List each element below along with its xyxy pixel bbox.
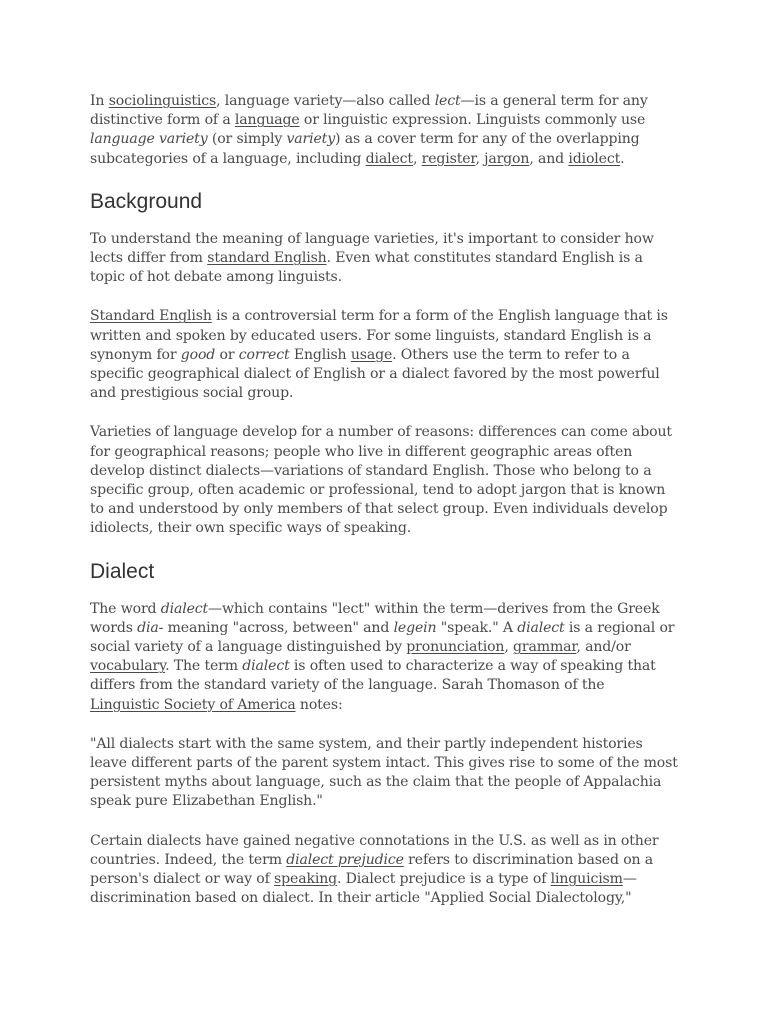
body-text: —discrimination based on dialect. In their article "Applied Social Dialectology," xyxy=(90,871,637,907)
body-text: is often used to characterize a way of speaking that differs from the standard variety of the language. Sarah Thomason of the xyxy=(90,658,656,694)
background-paragraph-1 xyxy=(90,230,678,288)
term-dialect-2: dialect xyxy=(517,619,565,636)
body-text: refers to discrimination based on a person's dialect or way of xyxy=(90,851,654,888)
article-body xyxy=(90,92,678,929)
term-good: good xyxy=(180,346,216,363)
intro-text: . xyxy=(620,150,625,167)
link-dialect-prejudice[interactable] xyxy=(286,852,404,868)
link-dialect[interactable]: dialect xyxy=(365,150,413,167)
link-linguicism[interactable]: linguicism xyxy=(550,871,623,888)
link-speaking[interactable]: speaking xyxy=(274,871,337,888)
link-linguistic-society-of-america[interactable]: Linguistic Society of America xyxy=(90,696,296,713)
link-grammar[interactable]: grammar xyxy=(513,639,577,656)
term-dia: dia- xyxy=(137,619,164,636)
intro-text: ) as a cover term for any of the overlapping subcategories of a language, including xyxy=(90,131,640,167)
intro-text: , xyxy=(475,150,485,167)
link-standard-english[interactable]: standard English xyxy=(207,250,327,267)
body-text: . The term xyxy=(165,658,243,675)
link-idiolect[interactable]: idiolect xyxy=(568,150,621,167)
dialect-paragraph-1 xyxy=(90,600,678,715)
link-jargon[interactable]: jargon xyxy=(484,150,530,167)
link-vocabulary[interactable]: vocabulary xyxy=(90,658,166,675)
body-text: The word xyxy=(90,600,161,617)
body-text: English xyxy=(289,346,351,363)
body-text: "speak." A xyxy=(436,619,518,636)
term-correct: correct xyxy=(238,346,290,363)
term-dialect-3: dialect xyxy=(242,658,290,675)
body-text: is a controversial term for a form of the English language that is written and spoken by educated users. For some linguists, standard English is a synonym for xyxy=(90,308,668,363)
intro-text: , and xyxy=(529,150,569,167)
body-text: notes: xyxy=(295,696,343,713)
link-register[interactable]: register xyxy=(421,150,476,167)
body-text: , xyxy=(504,639,514,656)
body-text: Certain dialects have gained negative connotations in the U.S. as well as in other countries. Indeed, the term xyxy=(90,832,659,868)
link-pronunciation[interactable]: pronunciation xyxy=(406,639,505,656)
term-dialect-prejudice: dialect prejudice xyxy=(286,851,404,868)
term-language-variety: language variety xyxy=(90,131,208,148)
dialect-quote: "All dialects start with the same system, and their partly independent histories leave different parts of the parent system intact. This gives rise to some of the most persistent myths about language, such as the claim that the people of Appalachia speak pure Elizabethan English." xyxy=(90,735,678,810)
link-standard-english-2[interactable]: Standard English xyxy=(90,308,212,325)
body-text: To understand the meaning of language varieties, it's important to consider how lects differ from xyxy=(90,230,654,267)
link-sociolinguistics[interactable]: sociolinguistics xyxy=(108,93,217,109)
term-dialect: dialect xyxy=(160,600,209,617)
intro-text: , language variety—also called xyxy=(216,93,435,109)
body-text: , and/or xyxy=(576,639,631,656)
dialect-paragraph-2 xyxy=(90,832,678,909)
intro-text: or linguistic expression. Linguists commonly use xyxy=(299,112,646,129)
body-text: —which contains "lect" within the term—derives from the Greek words xyxy=(90,600,660,636)
intro-text: —is a general term for any distinctive form of a xyxy=(90,93,648,129)
body-text: . Others use the term to refer to a specific geographical dialect of English or a dialect favored by the most powerful and prestigious social group. xyxy=(90,346,660,402)
background-paragraph-2 xyxy=(90,307,678,403)
body-text: is a regional or social variety of a language distinguished by xyxy=(90,619,675,656)
heading-dialect: Dialect xyxy=(90,559,155,583)
body-text: . Even what constitutes standard English is a topic of hot debate among linguists. xyxy=(90,250,643,286)
body-text: or xyxy=(215,346,239,363)
background-paragraph-3: Varieties of language develop for a number of reasons: differences can come about for geographical reasons; people who live in different geographic areas often develop distinct dialects—variations of standard English. Those who belong to a specific group, often academic or professional, tend to adopt jargon that is known to and understood by only members of that select group. Even individuals develop idiolects, their own specific ways of speaking. xyxy=(90,424,672,537)
intro-text: (or simply xyxy=(207,131,287,148)
term-variety: variety xyxy=(286,131,336,148)
link-usage[interactable]: usage xyxy=(350,346,393,363)
term-legein: legein xyxy=(393,619,437,636)
intro-text: , xyxy=(412,150,422,167)
body-text: . Dialect prejudice is a type of xyxy=(337,871,551,888)
link-language[interactable]: language xyxy=(234,112,300,129)
heading-background: Background xyxy=(90,189,203,213)
body-text: meaning "across, between" and xyxy=(163,619,394,636)
term-lect: lect xyxy=(434,93,461,109)
intro-paragraph xyxy=(90,92,678,169)
intro-text: In xyxy=(90,93,109,109)
